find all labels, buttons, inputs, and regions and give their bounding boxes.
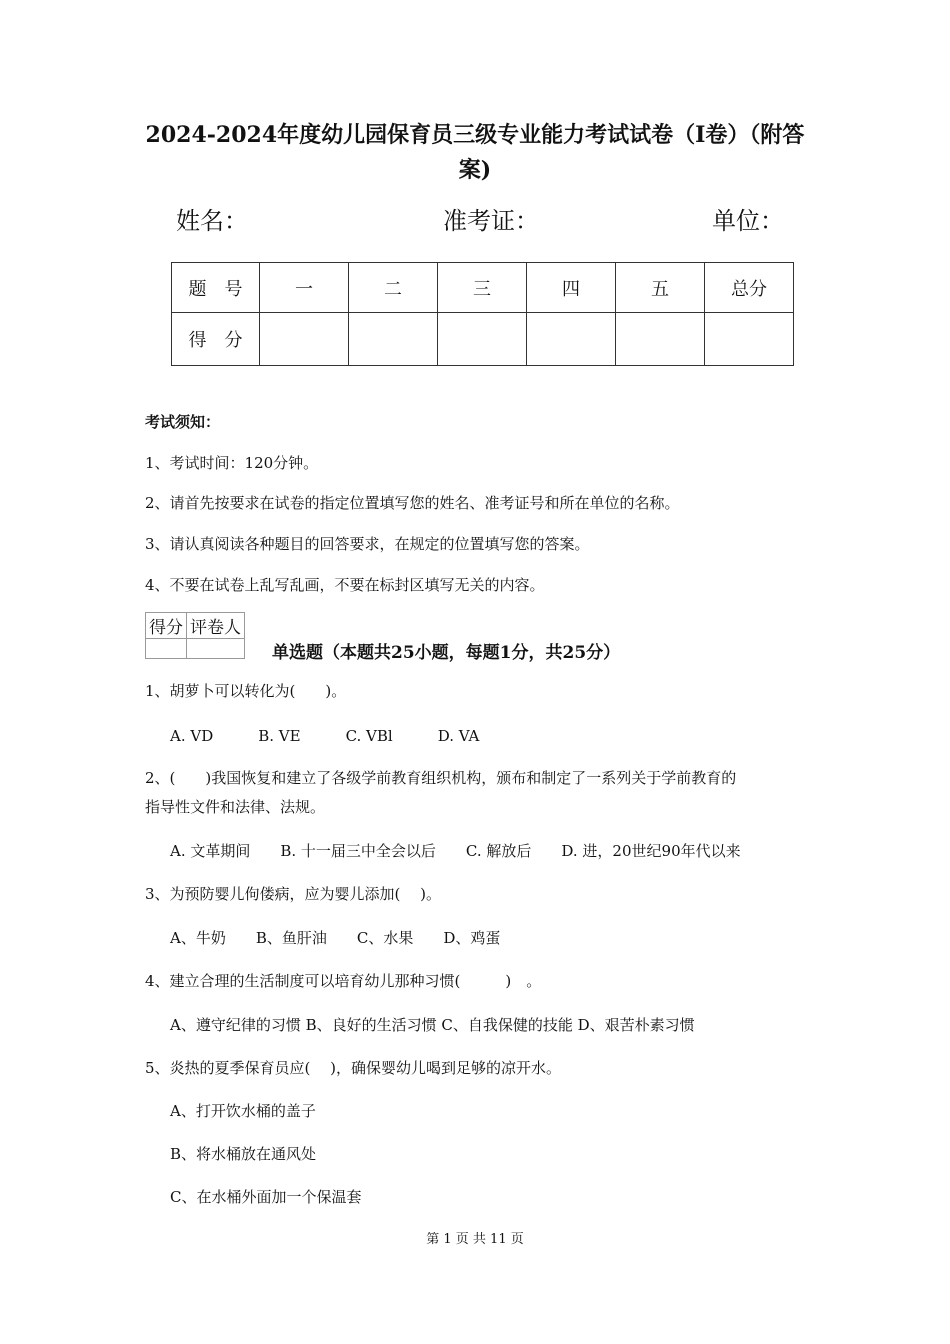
question-4: 4、建立合理的生活制度可以培育幼儿那种习惯( ) 。 bbox=[145, 972, 542, 990]
score-header-cell: 四 bbox=[527, 263, 616, 313]
score-header-cell: 一 bbox=[260, 263, 349, 313]
score-input-cell[interactable] bbox=[349, 313, 438, 366]
question-5-option-b: B、将水桶放在通风处 bbox=[170, 1145, 317, 1163]
notice-item: 2、请首先按要求在试卷的指定位置填写您的姓名、准考证号和所在单位的名称。 bbox=[145, 494, 680, 512]
score-input-cell[interactable] bbox=[260, 313, 349, 366]
score-header-cell: 五 bbox=[616, 263, 705, 313]
question-5-option-a: A、打开饮水桶的盖子 bbox=[170, 1102, 316, 1120]
question-3-options: A、牛奶 B、鱼肝油 C、水果 D、鸡蛋 bbox=[170, 929, 501, 947]
score-input-cell[interactable] bbox=[527, 313, 616, 366]
title-line-2: 案) bbox=[458, 157, 492, 183]
notice-item: 3、请认真阅读各种题目的回答要求，在规定的位置填写您的答案。 bbox=[145, 535, 590, 553]
question-5-option-c: C、在水桶外面加一个保温套 bbox=[170, 1188, 362, 1206]
section-heading: 单选题（本题共25小题，每题1分，共25分） bbox=[272, 643, 621, 663]
exam-title bbox=[120, 118, 830, 188]
question-1: 1、胡萝卜可以转化为( )。 bbox=[145, 682, 347, 700]
question-4-options: A、遵守纪律的习惯 B、良好的生活习惯 C、自我保健的技能 D、艰苦朴素习惯 bbox=[170, 1016, 695, 1034]
question-1-options: A. VD B. VE C. VBl D. VA bbox=[170, 727, 480, 745]
score-table-score-row bbox=[172, 313, 794, 366]
grader-box bbox=[145, 612, 245, 659]
question-5: 5、炎热的夏季保育员应( )，确保婴幼儿喝到足够的凉开水。 bbox=[145, 1059, 562, 1077]
question-3: 3、为预防婴儿佝偻病，应为婴儿添加( )。 bbox=[145, 885, 442, 903]
score-input-cell[interactable] bbox=[616, 313, 705, 366]
score-header-cell: 三 bbox=[438, 263, 527, 313]
title-line-1: 2024-2024年度幼儿园保育员三级专业能力考试试卷（I卷）（附答 bbox=[145, 122, 805, 148]
exam-number-label: 准考证： bbox=[443, 207, 539, 235]
grader-score-cell[interactable] bbox=[146, 639, 187, 659]
unit-label: 单位： bbox=[712, 207, 784, 235]
question-2-options: A. 文革期间 B. 十一届三中全会以后 C. 解放后 D. 进，20世纪90年代以来 bbox=[170, 842, 741, 860]
question-2-line-1: 2、( )我国恢复和建立了各级学前教育组织机构，颁布和制定了一系列关于学前教育的 bbox=[145, 769, 737, 787]
score-header-cell: 二 bbox=[349, 263, 438, 313]
score-table bbox=[171, 262, 794, 366]
notice-item: 4、不要在试卷上乱写乱画，不要在标封区填写无关的内容。 bbox=[145, 576, 545, 594]
score-header-cell: 题 号 bbox=[172, 263, 260, 313]
question-2-line-2: 指导性文件和法律、法规。 bbox=[145, 798, 326, 816]
grader-name-cell[interactable] bbox=[187, 639, 245, 659]
notice-item: 1、考试时间：120分钟。 bbox=[145, 454, 319, 472]
notice-heading: 考试须知： bbox=[145, 413, 221, 431]
score-input-cell[interactable] bbox=[438, 313, 527, 366]
score-table-header-row bbox=[172, 263, 794, 313]
grader-name-label: 评卷人 bbox=[187, 613, 245, 639]
score-row-label: 得 分 bbox=[172, 313, 260, 366]
grader-score-label: 得分 bbox=[146, 613, 187, 639]
score-input-cell[interactable] bbox=[705, 313, 794, 366]
page-footer: 第 1 页 共 11 页 bbox=[426, 1232, 524, 1247]
score-header-cell: 总分 bbox=[705, 263, 794, 313]
name-label: 姓名： bbox=[176, 207, 248, 235]
